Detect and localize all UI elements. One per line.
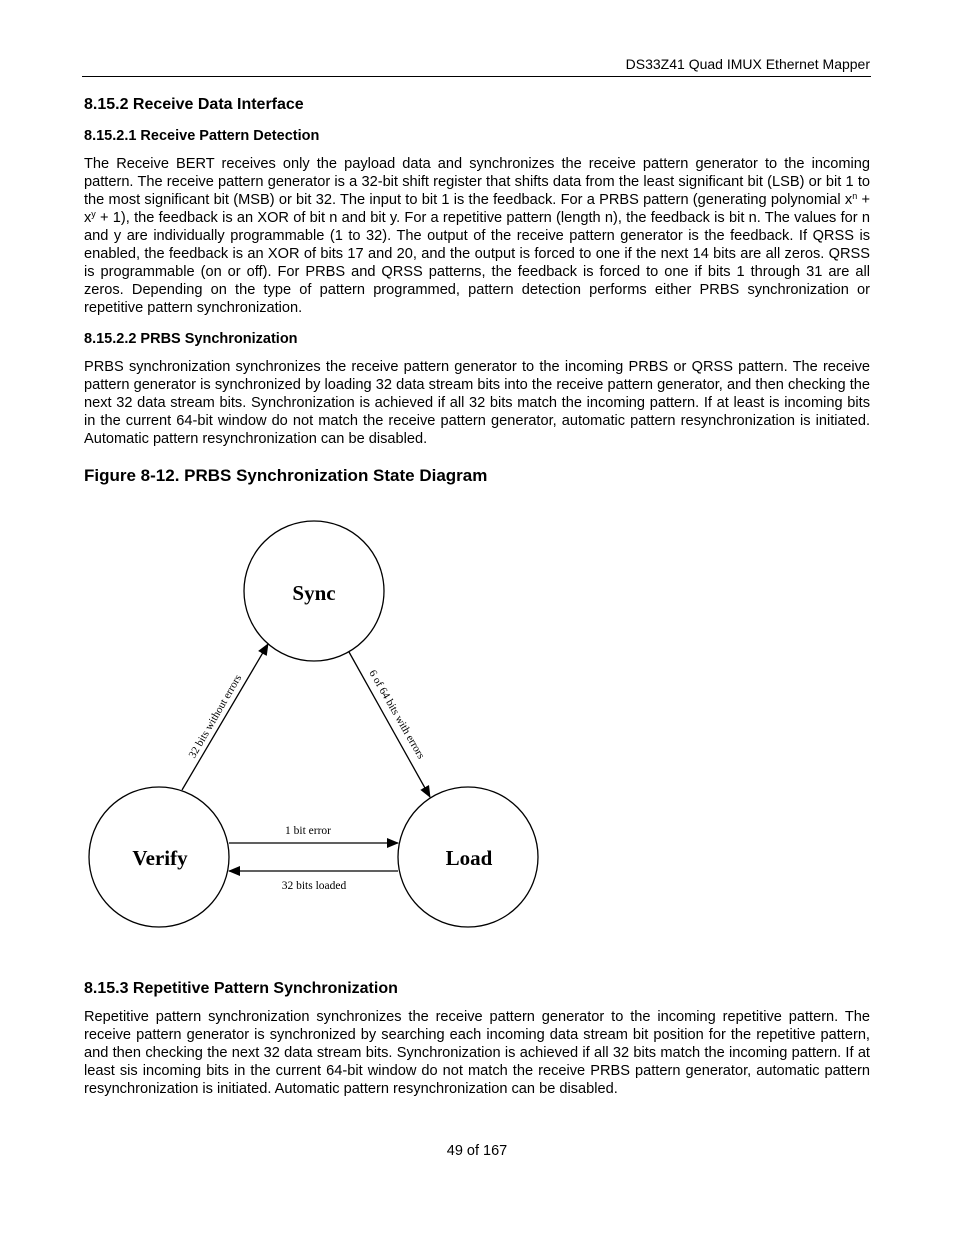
- page-number: 49 of 167: [446, 1143, 508, 1159]
- paragraph-text-part-b: + x: [84, 192, 871, 226]
- document-header-title: DS33Z41 Quad IMUX Ethernet Mapper: [625, 56, 870, 72]
- paragraph-repetitive-pattern-synchronization: Repetitive pattern synchronization synchronizes the receive pattern generator to the incoming repetitive pattern. The receive pattern generator is synchronized by searching each incoming data stream bit position for the repetitive pattern, and then checking the next 32 data stream bits. Synchronization is achieved if all 32 bits match the incoming pattern. If at least sis incoming bits in the current 64-bit window do not match the receive PRBS pattern generator, automatic pattern resynchronization is initiated. Automatic pattern resynchronization can be disabled.: [84, 1009, 870, 1097]
- section-heading-8-15-2: 8.15.2 Receive Data Interface: [84, 96, 304, 113]
- arrow-sync-to-load: [349, 652, 430, 797]
- section-heading-8-15-2-1: 8.15.2.1 Receive Pattern Detection: [84, 128, 320, 144]
- superscript-y: y: [91, 209, 96, 219]
- label-load-to-verify: 32 bits loaded: [281, 880, 347, 892]
- state-load-label: Load: [445, 846, 493, 870]
- state-sync-label: Sync: [292, 581, 336, 605]
- arrow-verify-to-sync: [182, 644, 268, 790]
- superscript-n: n: [852, 191, 858, 201]
- label-verify-to-load: 1 bit error: [285, 825, 331, 837]
- figure-title: Figure 8-12. PRBS Synchronization State Diagram: [84, 466, 488, 485]
- paragraph-prbs-synchronization: PRBS synchronization synchronizes the receive pattern generator to the incoming PRBS or QRSS pattern. The receive pattern generator is synchronized by loading 32 data stream bits into the receive pattern generator, and then checking the next 32 data stream bits. Synchronization is achieved if all 32 bits match the incoming pattern. If at least is incoming bits in the current 64-bit window do not match the receive pattern generator, automatic pattern resynchronization is initiated. Automatic pattern resynchronization can be disabled.: [84, 359, 870, 447]
- label-sync-to-load: 6 of 64 bits with errors: [366, 667, 427, 762]
- paragraph-text-part-c: + 1), the feedback is an XOR of bit n and bit y. For a repetitive pattern (length n), the feedback is bit n. The values for n and y are individually programmable (1 to 32). The output of the receive pattern generator is the feedback. If QRSS is enabled, the feedback is an XOR of bits 17 and 20, and the output is forced to one if the next 14 bits are all zeros. QRSS is programmable (on or off). For PRBS and QRSS patterns, the feedback is forced to one if bits 1 through 31 are all zeros. Depending on the type of pattern programmed, pattern detection performs either PRBS synchronization or repetitive pattern synchronization.: [84, 210, 870, 316]
- label-verify-to-sync: 32 bits without errors: [186, 672, 245, 761]
- section-heading-8-15-2-2: 8.15.2.2 PRBS Synchronization: [84, 331, 298, 347]
- state-verify-label: Verify: [132, 846, 188, 870]
- paragraph-text-part-a: The Receive BERT receives only the payload data and synchronizes the receive pattern generator to the incoming pattern. The receive pattern generator is a 32-bit shift register that shifts data from the least significant bit (LSB) or bit 1 to the most significant bit (MSB) or bit 32. The input to bit 1 is the feedback. For a PRBS pattern (generating polynomial x: [84, 156, 870, 208]
- section-heading-8-15-3: 8.15.3 Repetitive Pattern Synchronization: [84, 980, 398, 997]
